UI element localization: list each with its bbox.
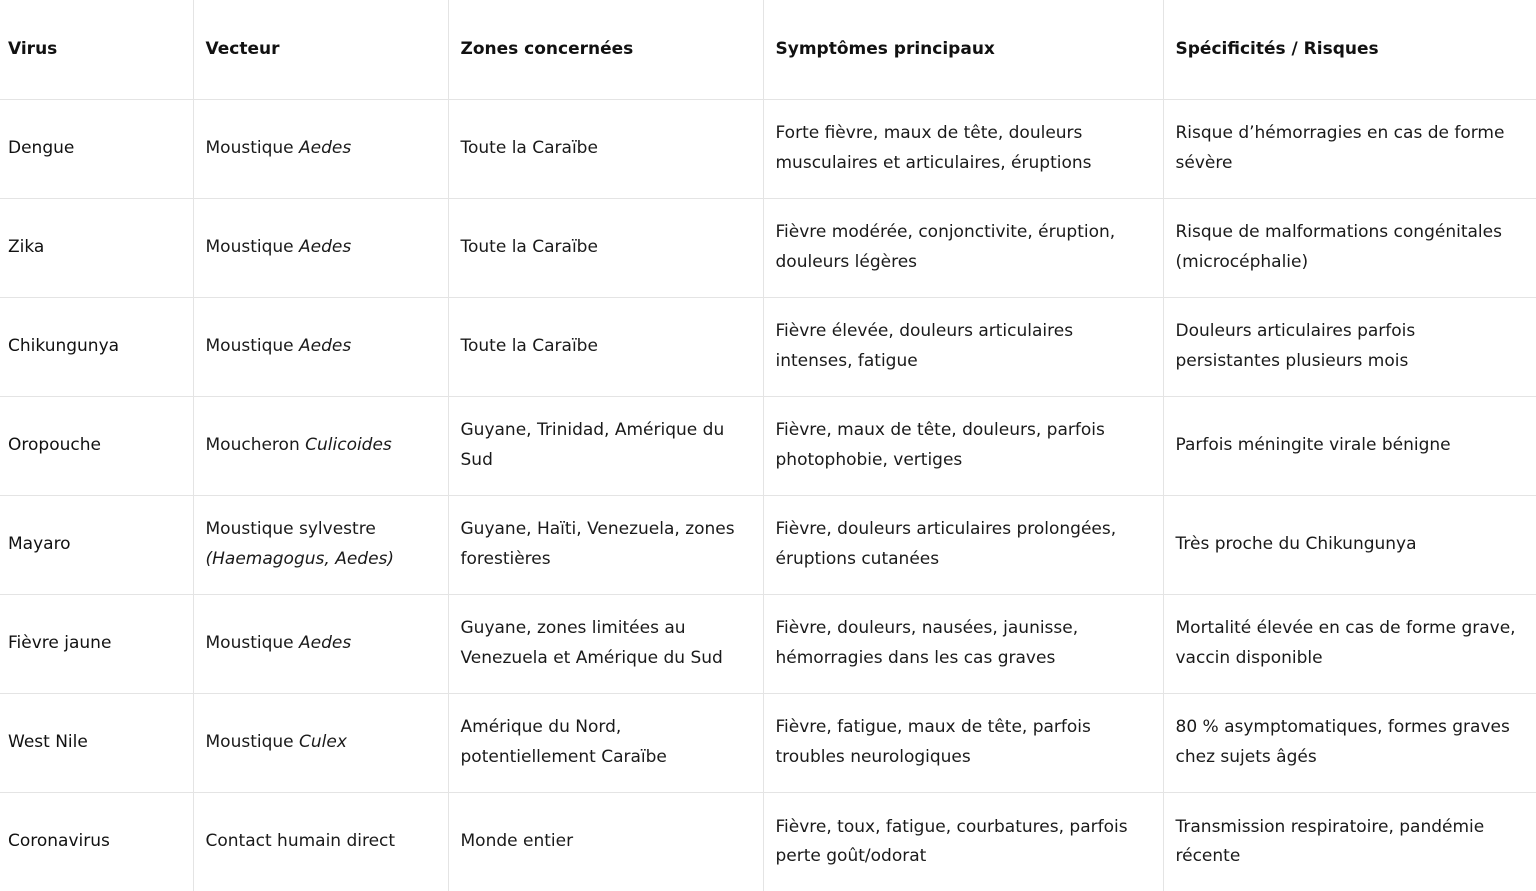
- cell-symptomes: Fièvre, toux, fatigue, courbatures, parfois perte goût/odorat: [763, 792, 1163, 891]
- table-header-row: [0, 0, 1536, 99]
- cell-vecteur: Moucheron Culicoides: [193, 396, 448, 495]
- cell-specificites: Risque de malformations congénitales (microcéphalie): [1163, 198, 1536, 297]
- cell-specificites: Mortalité élevée en cas de forme grave, vaccin disponible: [1163, 594, 1536, 693]
- cell-zones: Toute la Caraïbe: [448, 198, 763, 297]
- cell-specificites: Très proche du Chikungunya: [1163, 495, 1536, 594]
- cell-virus: West Nile: [0, 693, 193, 792]
- cell-symptomes: Fièvre, fatigue, maux de tête, parfois troubles neurologiques: [763, 693, 1163, 792]
- cell-vecteur: Moustique Culex: [193, 693, 448, 792]
- cell-zones: Guyane, Trinidad, Amérique du Sud: [448, 396, 763, 495]
- table-row: [0, 198, 1536, 297]
- table-row: [0, 99, 1536, 198]
- cell-symptomes: Fièvre, douleurs, nausées, jaunisse, hémorragies dans les cas graves: [763, 594, 1163, 693]
- table-row: [0, 594, 1536, 693]
- cell-virus: Coronavirus: [0, 792, 193, 891]
- cell-vecteur: Moustique Aedes: [193, 594, 448, 693]
- cell-symptomes: Forte fièvre, maux de tête, douleurs musculaires et articulaires, éruptions: [763, 99, 1163, 198]
- cell-virus: Chikungunya: [0, 297, 193, 396]
- cell-zones: Guyane, Haïti, Venezuela, zones forestières: [448, 495, 763, 594]
- cell-symptomes: Fièvre, douleurs articulaires prolongées, éruptions cutanées: [763, 495, 1163, 594]
- cell-zones: Toute la Caraïbe: [448, 99, 763, 198]
- cell-vecteur: Moustique Aedes: [193, 99, 448, 198]
- column-header-zones: Zones concernées: [448, 0, 763, 99]
- column-header-virus: Virus: [0, 0, 193, 99]
- cell-zones: Amérique du Nord, potentiellement Caraïbe: [448, 693, 763, 792]
- cell-symptomes: Fièvre élevée, douleurs articulaires intenses, fatigue: [763, 297, 1163, 396]
- cell-symptomes: Fièvre, maux de tête, douleurs, parfois photophobie, vertiges: [763, 396, 1163, 495]
- cell-virus: Fièvre jaune: [0, 594, 193, 693]
- cell-virus: Mayaro: [0, 495, 193, 594]
- cell-specificites: Parfois méningite virale bénigne: [1163, 396, 1536, 495]
- cell-specificites: Risque d’hémorragies en cas de forme sévère: [1163, 99, 1536, 198]
- cell-specificites: Douleurs articulaires parfois persistantes plusieurs mois: [1163, 297, 1536, 396]
- cell-virus: Oropouche: [0, 396, 193, 495]
- cell-specificites: 80 % asymptomatiques, formes graves chez sujets âgés: [1163, 693, 1536, 792]
- cell-specificites: Transmission respiratoire, pandémie récente: [1163, 792, 1536, 891]
- cell-zones: Guyane, zones limitées au Venezuela et Amérique du Sud: [448, 594, 763, 693]
- cell-vecteur: Contact humain direct: [193, 792, 448, 891]
- cell-virus: Zika: [0, 198, 193, 297]
- table-row: [0, 396, 1536, 495]
- cell-vecteur: Moustique Aedes: [193, 297, 448, 396]
- cell-zones: Monde entier: [448, 792, 763, 891]
- table-row: [0, 693, 1536, 792]
- table-row: [0, 297, 1536, 396]
- table-row: [0, 792, 1536, 891]
- cell-vecteur: Moustique sylvestre (Haemagogus, Aedes): [193, 495, 448, 594]
- column-header-symptomes: Symptômes principaux: [763, 0, 1163, 99]
- column-header-specificites: Spécificités / Risques: [1163, 0, 1536, 99]
- cell-virus: Dengue: [0, 99, 193, 198]
- cell-vecteur: Moustique Aedes: [193, 198, 448, 297]
- cell-zones: Toute la Caraïbe: [448, 297, 763, 396]
- table-row: [0, 495, 1536, 594]
- cell-symptomes: Fièvre modérée, conjonctivite, éruption, douleurs légères: [763, 198, 1163, 297]
- column-header-vecteur: Vecteur: [193, 0, 448, 99]
